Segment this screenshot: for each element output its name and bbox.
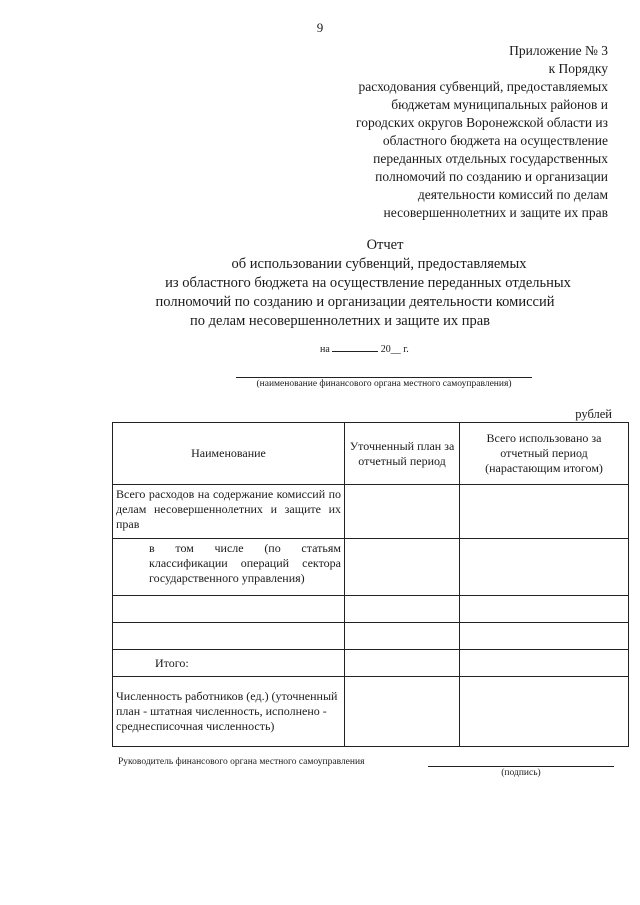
appendix-line: расходования субвенций, предоставляемых <box>358 79 608 94</box>
header-plan: Уточненный план за отчетный период <box>345 423 460 485</box>
row-plan <box>345 650 460 677</box>
row-name <box>113 596 345 623</box>
date-suffix: г. <box>403 344 409 355</box>
row-name: Итого: <box>113 650 345 677</box>
currency-unit: рублей <box>575 407 612 421</box>
appendix-line: переданных отдельных государственных <box>373 151 608 166</box>
date-blank <box>332 342 378 352</box>
report-title-line: из областного бюджета на осуществление переданных отдельных <box>165 275 571 291</box>
table-row <box>113 539 629 596</box>
report-date <box>320 342 409 355</box>
appendix-line: бюджетам муниципальных районов и <box>391 97 608 112</box>
row-used <box>460 596 629 623</box>
table-row <box>113 677 629 747</box>
header-used: Всего использовано за отчетный период (нарастающим итогом) <box>460 423 629 485</box>
row-name: Численность работников (ед.) (уточненный план - штатная численность, исполнено - среднесписочная численность) <box>113 677 345 747</box>
report-title-line: полномочий по созданию и организации деятельности комиссий <box>155 294 555 310</box>
row-name <box>113 623 345 650</box>
row-plan <box>345 596 460 623</box>
table-row <box>113 623 629 650</box>
report-title <box>0 236 640 331</box>
row-name: Всего расходов на содержание комиссий по делам несовершеннолетних и защите их прав <box>113 485 345 539</box>
table-row <box>113 596 629 623</box>
row-used <box>460 623 629 650</box>
signer-title: Руководитель финансового органа местного самоуправления <box>118 757 365 767</box>
report-title-line: по делам несовершеннолетних и защите их прав <box>190 313 490 329</box>
appendix-line: полномочий по созданию и организации <box>375 169 608 184</box>
report-table <box>112 422 629 747</box>
row-used <box>460 485 629 539</box>
report-heading: Отчет <box>366 237 404 253</box>
signature-caption: (подпись) <box>501 768 541 778</box>
appendix-line: областного бюджета на осуществление <box>382 133 608 148</box>
row-used <box>460 539 629 596</box>
table-row-total <box>113 650 629 677</box>
table-row <box>113 485 629 539</box>
appendix-line: к Порядку <box>548 61 608 76</box>
appendix-block <box>288 42 608 222</box>
row-used <box>460 677 629 747</box>
table-header-row <box>113 423 629 485</box>
appendix-line: городских округов Воронежской области из <box>356 115 608 130</box>
row-plan <box>345 539 460 596</box>
row-name: в том числе (по статьям классификации операций сектора государственного управления) <box>113 539 345 596</box>
report-title-line: об использовании субвенций, предоставляемых <box>231 256 527 272</box>
signature-line <box>428 766 614 767</box>
date-year: 20__ <box>380 344 401 355</box>
org-name-caption: (наименование финансового органа местного самоуправления) <box>256 379 512 389</box>
org-name-line <box>236 377 532 378</box>
date-prefix: на <box>320 344 330 355</box>
row-plan <box>345 623 460 650</box>
page-number: 9 <box>316 20 324 35</box>
appendix-line: деятельности комиссий по делам <box>417 187 608 202</box>
row-plan <box>345 485 460 539</box>
appendix-line: несовершеннолетних и защите их прав <box>383 205 608 220</box>
row-plan <box>345 677 460 747</box>
appendix-line: Приложение № 3 <box>509 43 608 58</box>
row-used <box>460 650 629 677</box>
header-name: Наименование <box>113 423 345 485</box>
